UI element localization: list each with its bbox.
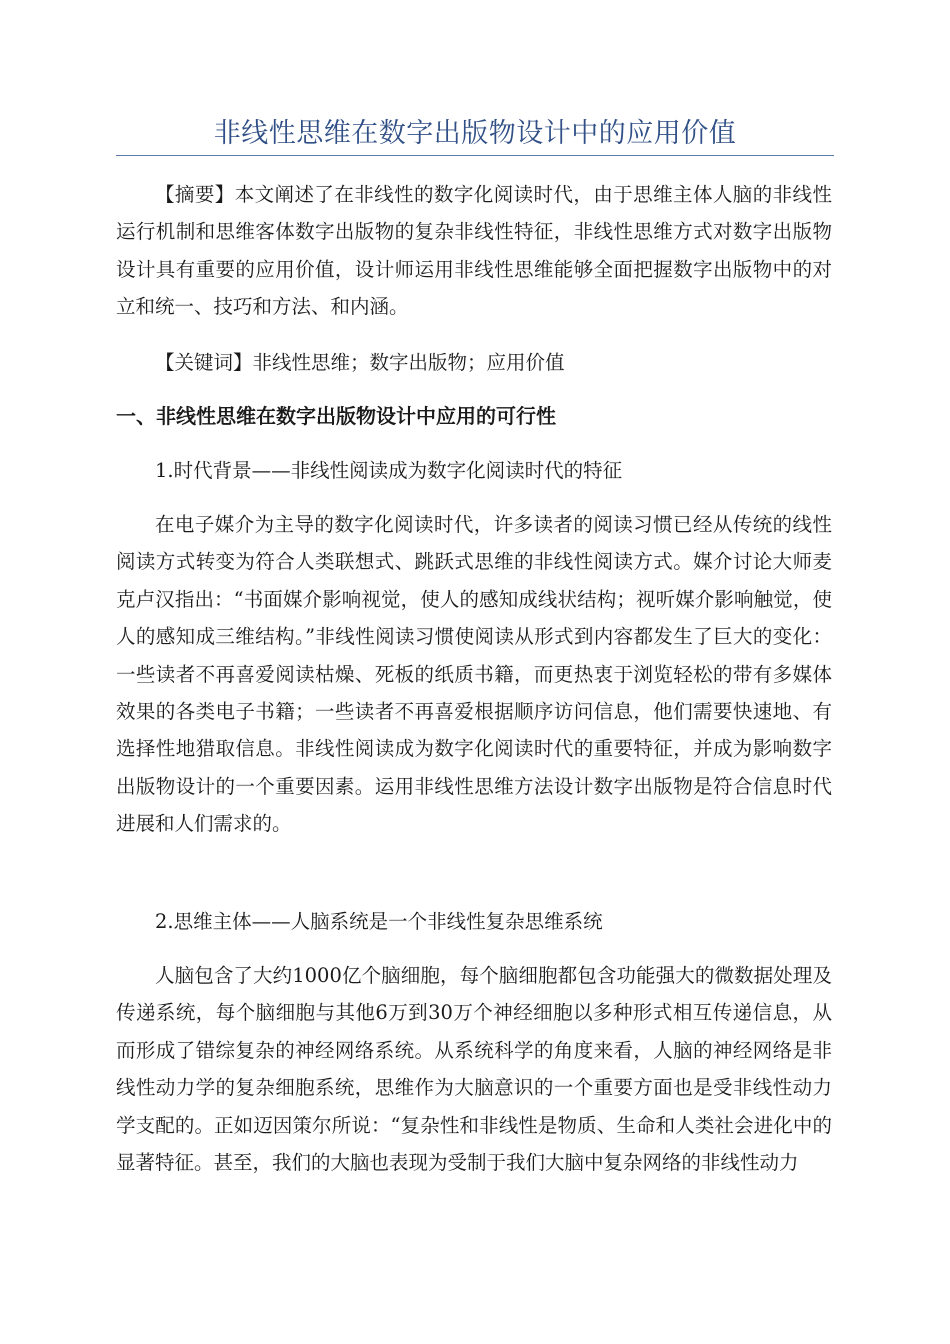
- title-underline: [116, 155, 834, 156]
- subsection-heading-2: 2.思维主体——人脑系统是一个非线性复杂思维系统: [155, 910, 603, 933]
- subsection-2-body: 人脑包含了大约1000亿个脑细胞，每个脑细胞都包含功能强大的微数据处理及传递系统，每个脑细胞与其他6万到30万个神经细胞以多种形式相互传递信息，从而形成了错综复杂的神经网络系统。从系统科学的角度来看，人脑的神经网络是非线性动力学的复杂细胞系统，思维作为大脑意识的一个重要方面也是受非线性动力学支配的。正如迈因策尔所说：“复杂性和非线性是物质、生命和人类社会进化中的显著特征。甚至，我们的大脑也表现为受制于我们大脑中复杂网络的非线性动力: [116, 964, 832, 1175]
- subsection-1-body: 在电子媒介为主导的数字化阅读时代，许多读者的阅读习惯已经从传统的线性阅读方式转变为符合人类联想式、跳跃式思维的非线性阅读方式。媒介讨论大师麦克卢汉指出：“书面媒介影响视觉，使人的感知成线状结构；视听媒介影响触觉，使人的感知成三维结构。”非线性阅读习惯使阅读从形式到内容都发生了巨大的变化：一些读者不再喜爱阅读枯燥、死板的纸质书籍，而更热衷于浏览轻松的带有多媒体效果的各类电子书籍；一些读者不再喜爱根据顺序访问信息，他们需要快速地、有选择性地猎取信息。非线性阅读成为数字化阅读时代的重要特征，并成为影响数字出版物设计的一个重要因素。运用非线性思维方法设计数字出版物是符合信息时代进展和人们需求的。: [116, 513, 832, 836]
- keywords-line: 【关键词】非线性思维；数字出版物；应用价值: [155, 351, 565, 374]
- section-heading-1: 一、非线性思维在数字出版物设计中应用的可行性: [116, 404, 556, 428]
- abstract-paragraph: 【摘要】本文阐述了在非线性的数字化阅读时代，由于思维主体人脑的非线性运行机制和思维客体数字出版物的复杂非线性特征，非线性思维方式对数字出版物设计具有重要的应用价值，设计师运用非线性思维能够全面把握数字出版物中的对立和统一、技巧和方法、和内涵。: [116, 183, 832, 319]
- document-title: 非线性思维在数字出版物设计中的应用价值: [213, 118, 737, 149]
- subsection-heading-1: 1.时代背景——非线性阅读成为数字化阅读时代的特征: [155, 459, 623, 482]
